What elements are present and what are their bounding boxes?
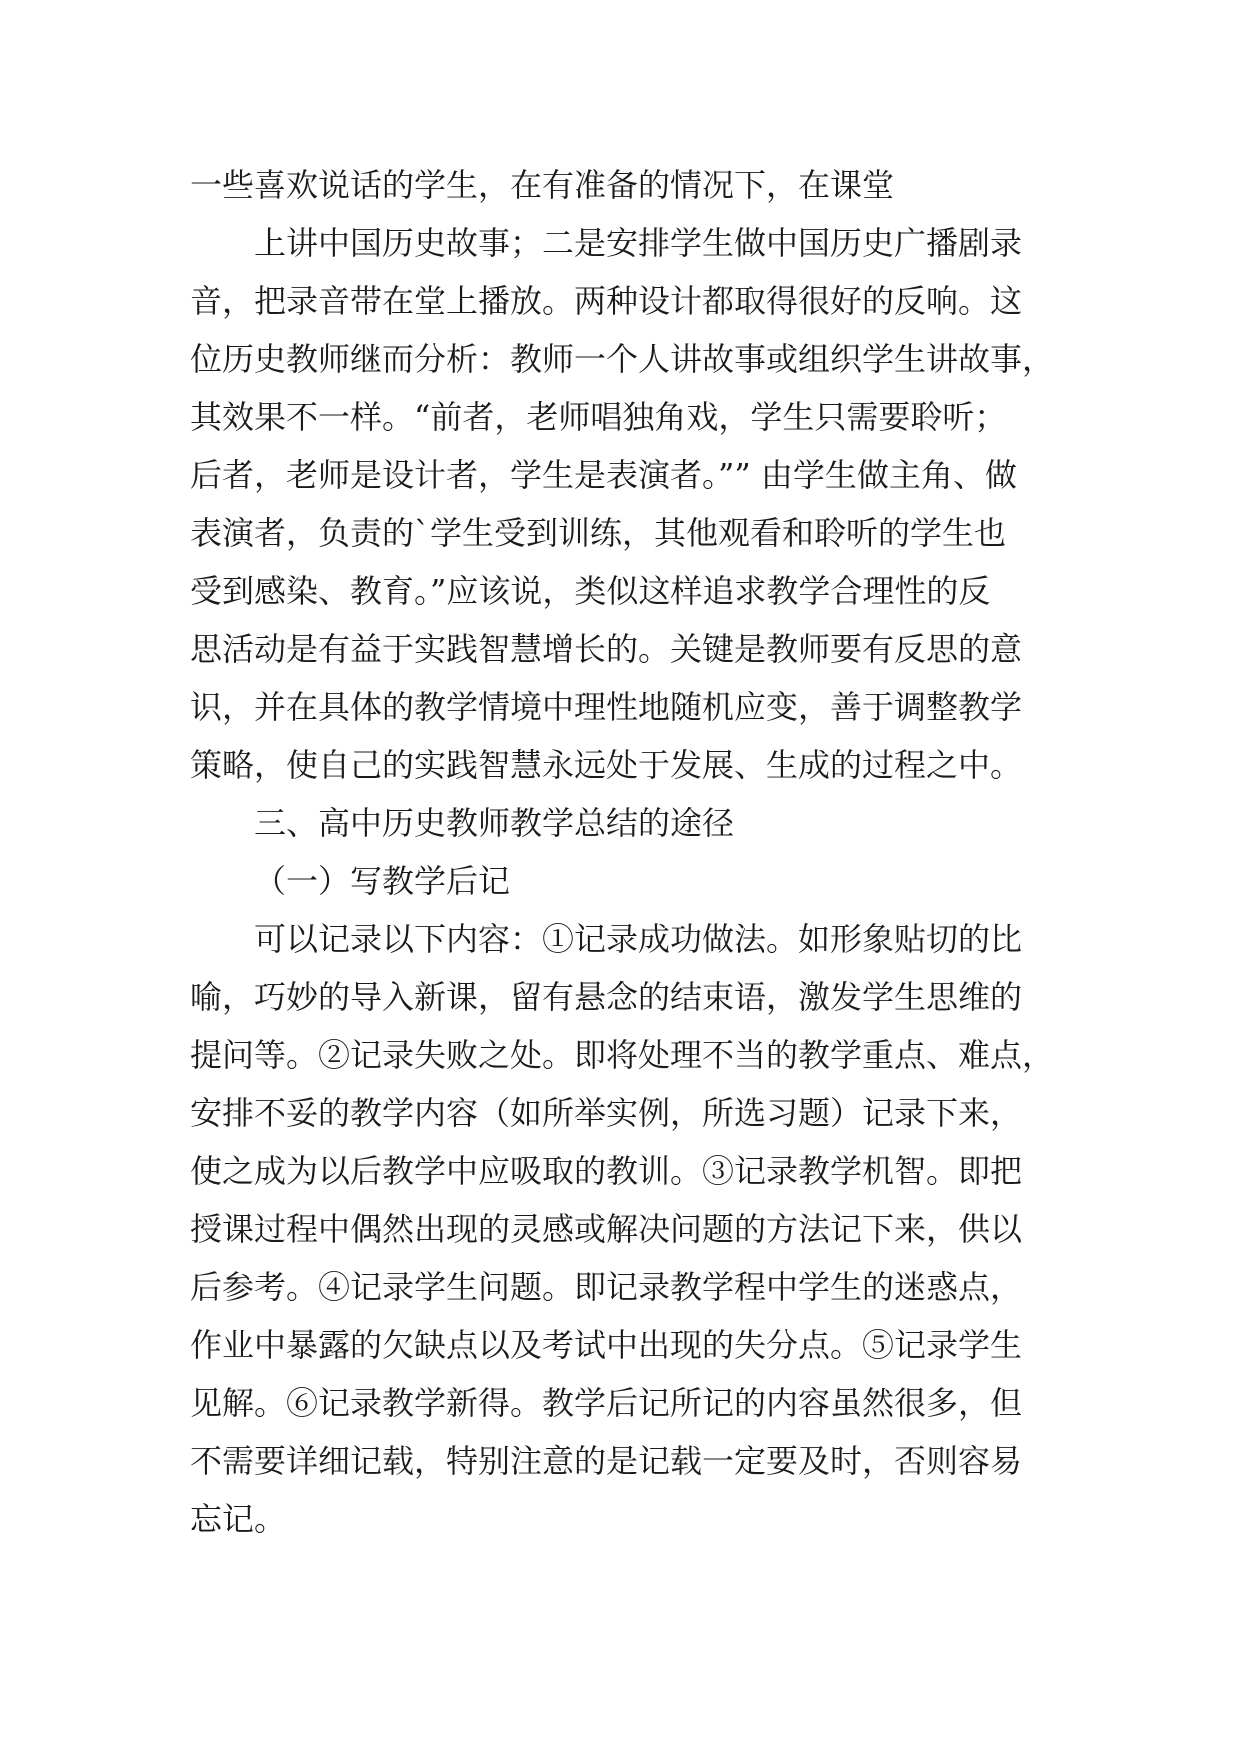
text-line: 其效果不一样。“前者，老师唱独角戏，学生只需要聆听； [190, 398, 1007, 436]
text-line: 授课过程中偶然出现的灵感或解决问题的方法记下来，供以 [190, 1210, 1023, 1248]
text-line: 三、高中历史教师教学总结的途径 [254, 804, 735, 842]
text-line: 识，并在具体的教学情境中理性地随机应变，善于调整教学 [190, 688, 1023, 726]
text-line: 使之成为以后教学中应吸取的教训。③记录教学机智。即把 [190, 1152, 1023, 1190]
text-line: 后参考。④记录学生问题。即记录教学程中学生的迷惑点， [190, 1268, 1023, 1306]
body-text [190, 156, 1070, 1548]
text-line: 后者，老师是设计者，学生是表演者。”” 由学生做主角、做 [190, 456, 1017, 494]
text-line: 喻，巧妙的导入新课，留有悬念的结束语，激发学生思维的 [190, 978, 1023, 1016]
text-line: 提问等。②记录失败之处。即将处理不当的教学重点、难点， [190, 1036, 1055, 1074]
text-line: （一）写教学后记 [254, 862, 511, 900]
text-line: 忘记。 [190, 1500, 287, 1538]
text-line: 受到感染、教育。”应该说，类似这样追求教学合理性的反 [190, 572, 991, 610]
text-line: 一些喜欢说话的学生，在有准备的情况下，在课堂 [190, 166, 895, 204]
text-line: 可以记录以下内容：①记录成功做法。如形象贴切的比 [254, 920, 1023, 958]
text-line: 见解。⑥记录教学新得。教学后记所记的内容虽然很多，但 [190, 1384, 1023, 1422]
text-line: 表演者，负责的`学生受到训练，其他观看和聆听的学生也 [190, 514, 1007, 552]
text-line: 不需要详细记载，特别注意的是记载一定要及时，否则容易 [190, 1442, 1023, 1480]
text-line: 位历史教师继而分析：教师一个人讲故事或组织学生讲故事， [190, 340, 1055, 378]
text-line: 思活动是有益于实践智慧增长的。关键是教师要有反思的意 [190, 630, 1023, 668]
text-line: 音，把录音带在堂上播放。两种设计都取得很好的反响。这 [190, 282, 1023, 320]
text-line: 策略，使自己的实践智慧永远处于发展、生成的过程之中。 [190, 746, 1023, 784]
text-line: 安排不妥的教学内容（如所举实例，所选习题）记录下来， [190, 1094, 1023, 1132]
text-line: 作业中暴露的欠缺点以及考试中出现的失分点。⑤记录学生 [190, 1326, 1023, 1364]
text-line: 上讲中国历史故事；二是安排学生做中国历史广播剧录 [254, 224, 1023, 262]
